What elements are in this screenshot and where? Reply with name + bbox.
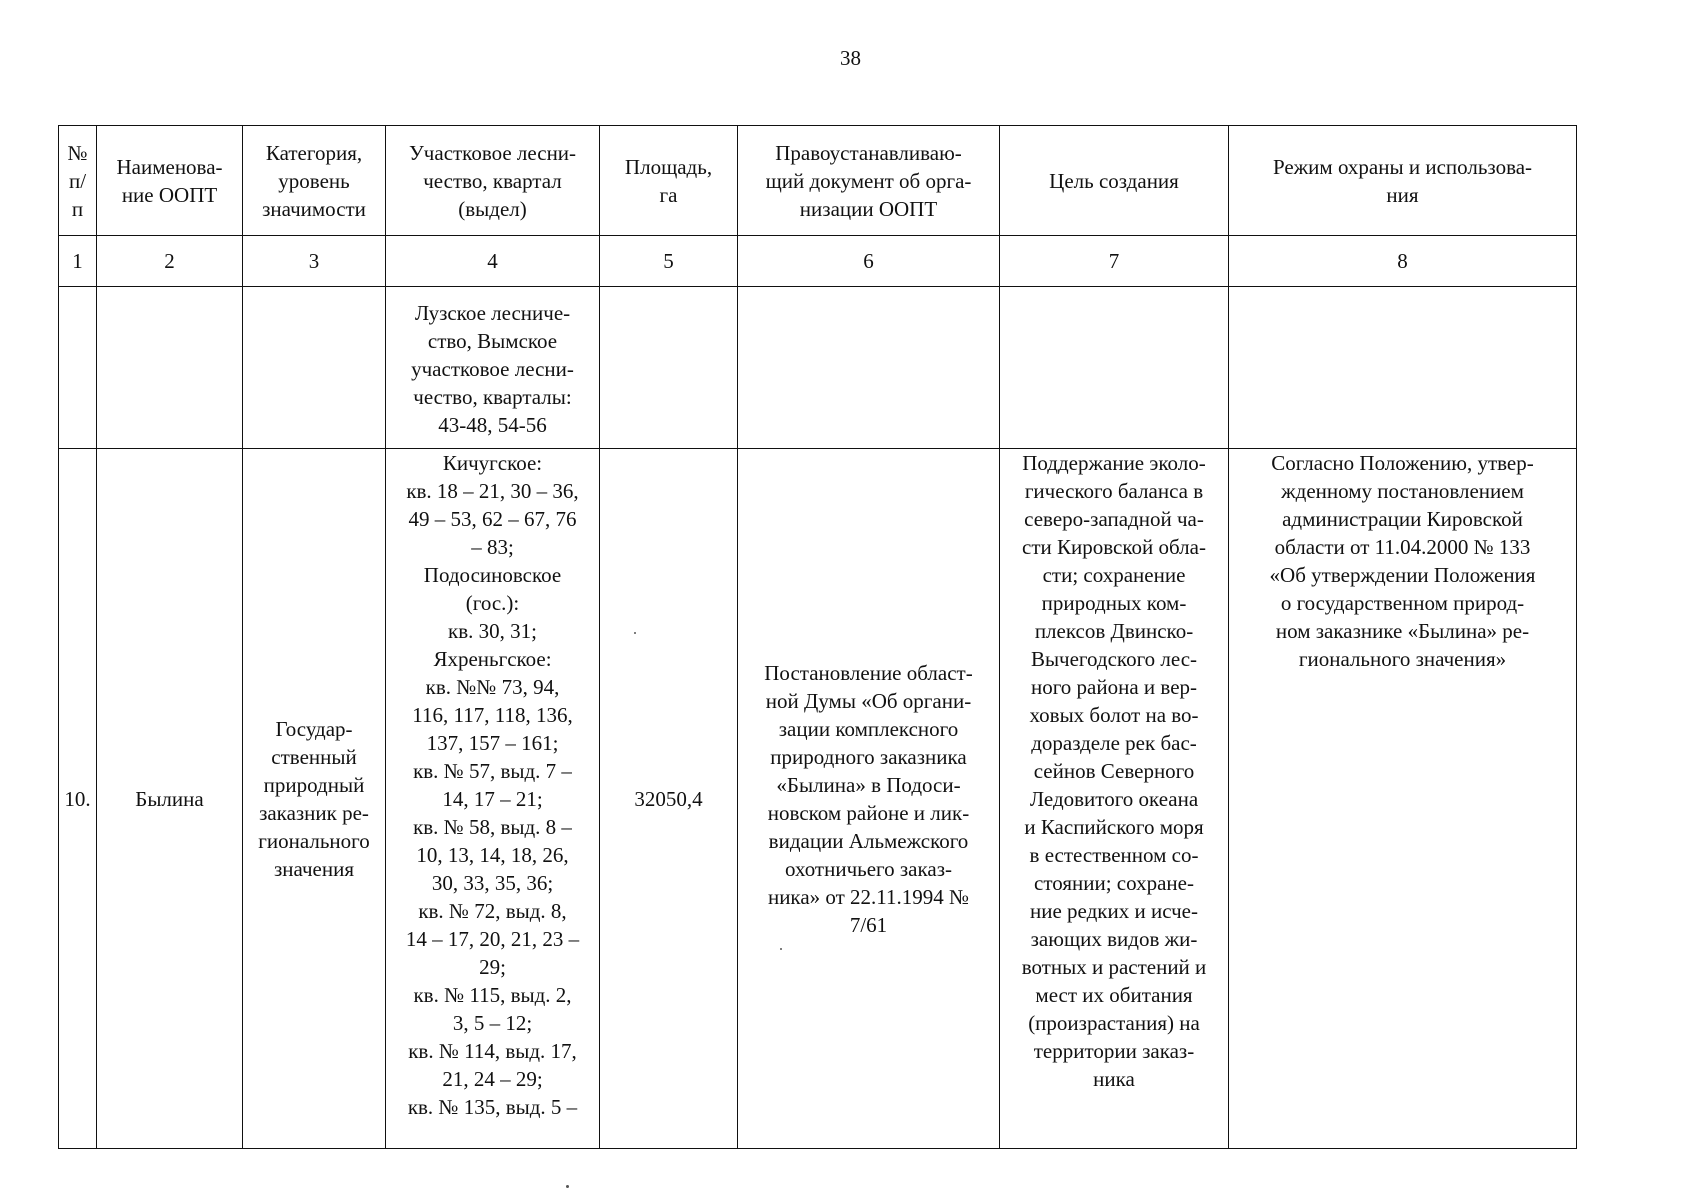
column-number: 4 bbox=[386, 236, 600, 287]
empty-cell bbox=[97, 287, 243, 449]
empty-cell bbox=[738, 287, 1000, 449]
header-cell-forestry: Участковое лесни- чество, квартал (выдел) bbox=[386, 126, 600, 236]
header-cell-purpose: Цель создания bbox=[1000, 126, 1229, 236]
header-cell-area: Площадь, га bbox=[600, 126, 738, 236]
area-cell: 32050,4 bbox=[600, 449, 738, 1149]
header-row bbox=[59, 126, 1577, 236]
empty-cell bbox=[59, 287, 97, 449]
column-number: 3 bbox=[243, 236, 386, 287]
empty-cell bbox=[1229, 287, 1577, 449]
column-number: 6 bbox=[738, 236, 1000, 287]
column-number: 1 bbox=[59, 236, 97, 287]
empty-cell bbox=[1000, 287, 1229, 449]
forestry-quarters-cell: Кичугское: кв. 18 – 21, 30 – 36, 49 – 53, 62 – 67, 76 – 83; Подосиновское (гос.): кв. 30, 31; Яхреньгское: кв. №№ 73, 94, 116, 117, 118, 136, 137, 157 – 161; кв. № 57, выд. 7 – 14, 17 – 21; кв. № 58, выд. 8 – 10, 13, 14, 18, 26, 30, 33, 35, 36; кв. № 72, выд. 8, 14 – 17, 20, 21, 23 – 29; кв. № 115, выд. 2, 3, 5 – 12; кв. № 114, выд. 17, 21, 24 – 29; кв. № 135, выд. 5 – bbox=[386, 449, 600, 1149]
row-number-cell: 10. bbox=[59, 449, 97, 1149]
legal-document-cell: Постановление област- ной Думы «Об органи- зации комплексного природного заказника «Былина» в Подоси- новском районе и лик- видации Альмежского охотничьего заказ- ника» от 22.11.1994 № 7/61 bbox=[738, 449, 1000, 1149]
header-cell-document: Правоустанавливаю- щий документ об орга- низации ООПТ bbox=[738, 126, 1000, 236]
category-cell: Государ- ственный природный заказник ре- гионального значения bbox=[243, 449, 386, 1149]
header-cell-category: Категория, уровень значимости bbox=[243, 126, 386, 236]
column-number: 5 bbox=[600, 236, 738, 287]
column-number-row bbox=[59, 236, 1577, 287]
protection-regime-cell: Согласно Положению, утвер- жденному постановлением администрации Кировской области от 11.04.2000 № 133 «Об утверждении Положения о государственном природ- ном заказнике «Былина» ре- гионального значения» bbox=[1229, 449, 1577, 1149]
table-row-10 bbox=[59, 449, 1577, 1149]
continuation-forestry-cell: Лузское лесниче- ство, Вымское участковое лесни- чество, кварталы: 43-48, 54-56 bbox=[386, 287, 600, 449]
header-cell-regime: Режим охраны и использова- ния bbox=[1229, 126, 1577, 236]
scan-speck bbox=[634, 632, 636, 634]
column-number: 7 bbox=[1000, 236, 1229, 287]
header-cell-name: Наименова- ние ООПТ bbox=[97, 126, 243, 236]
continuation-row bbox=[59, 287, 1577, 449]
header-cell-number: № п/ п bbox=[59, 126, 97, 236]
scan-speck bbox=[566, 1185, 569, 1188]
column-number: 2 bbox=[97, 236, 243, 287]
scan-speck bbox=[780, 948, 782, 950]
oopt-table bbox=[58, 125, 1577, 1149]
page-number: 38 bbox=[840, 46, 861, 70]
purpose-cell: Поддержание эколо- гического баланса в северо-западной ча- сти Кировской обла- сти; сохранение природных ком- плексов Двинско- Вычегодского лес- ного района и вер- ховых болот на во- доразделе рек бас- сейнов Северного Ледовитого океана и Каспийского моря в естественном со- стоянии; сохране- ние редких и исче- зающих видов жи- вотных и растений и мест их обитания (произрастания) на территории заказ- ника bbox=[1000, 449, 1229, 1149]
column-number: 8 bbox=[1229, 236, 1577, 287]
empty-cell bbox=[243, 287, 386, 449]
oopt-name-cell: Былина bbox=[97, 449, 243, 1149]
empty-cell bbox=[600, 287, 738, 449]
